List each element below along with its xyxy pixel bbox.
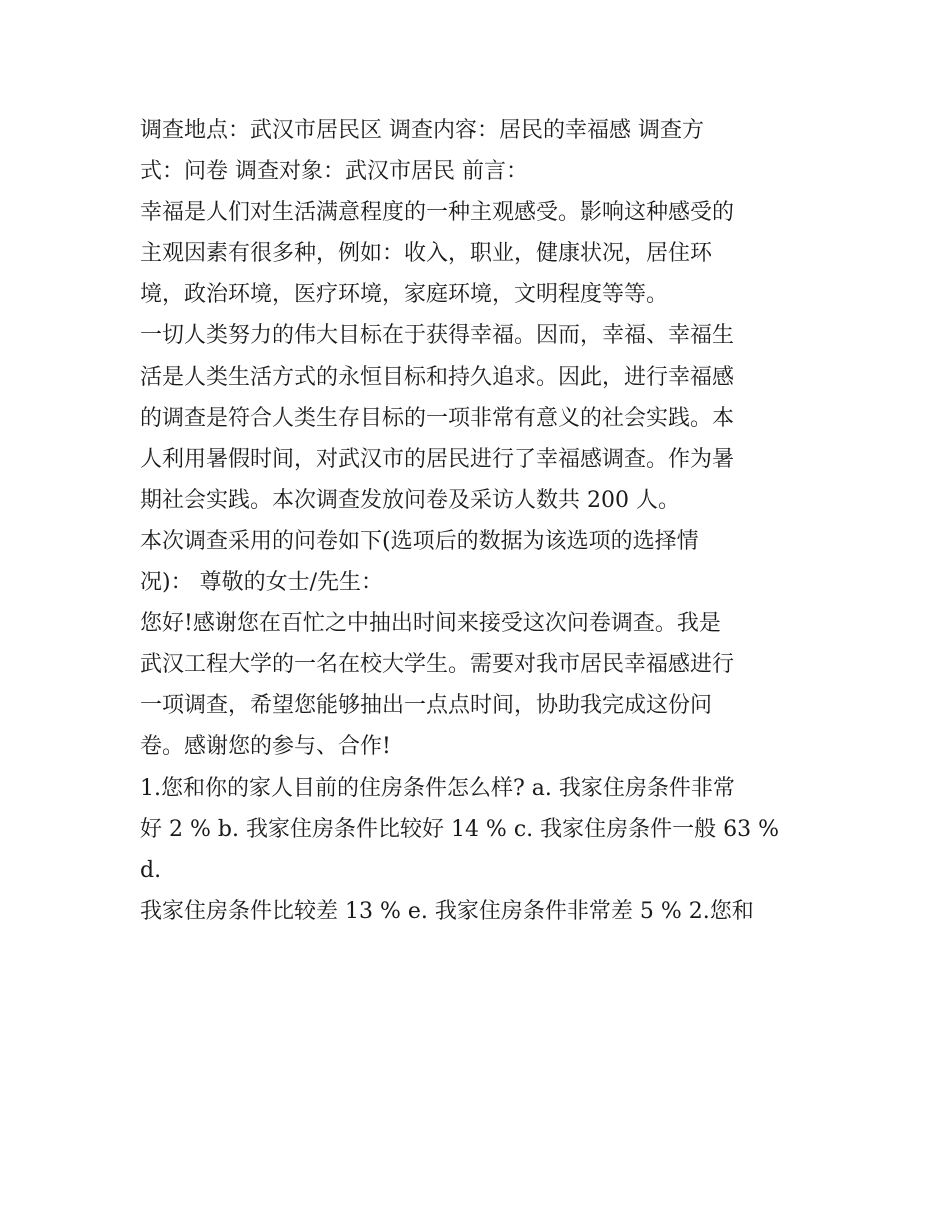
text-line: 好 2 % b. 我家住房条件比较好 14 % c. 我家住房条件一般 63 % [140,816,780,842]
text-line: 武汉工程大学的一名在校大学生。需要对我市居民幸福感进行 [140,652,735,678]
text-line: 调查地点：武汉市居民区 调查内容：居民的幸福感 调查方 [140,118,704,143]
text-line: d. [140,857,162,883]
text-line: 主观因素有很多种，例如：收入，职业，健康状况，居住环 [140,241,713,267]
text-line: 境，政治环境，医疗环境，家庭环境，文明程度等等。 [140,282,669,308]
text-line: 活是人类生活方式的永恒目标和持久追求。因此，进行幸福感 [140,364,735,390]
text-line: 一项调查，希望您能够抽出一点点时间，协助我完成这份问 [140,693,713,719]
text-line: 式：问卷 调查对象：武汉市居民 前言： [140,159,528,185]
text-line: 一切人类努力的伟大目标在于获得幸福。因而，幸福、幸福生 [140,323,735,349]
paragraph-greeting [140,603,820,767]
paragraph-question-1 [140,768,820,891]
text-line: 我家住房条件比较差 13 % e. 我家住房条件非常差 5 % 2.您和 [140,898,754,924]
text-line: 的调查是符合人类生存目标的一项非常有意义的社会实践。本 [140,405,735,431]
text-line: 幸福是人们对生活满意程度的一种主观感受。影响这种感受的 [140,200,735,226]
text-line: 人利用暑假时间，对武汉市的居民进行了幸福感调查。作为暑 [140,446,735,472]
text-line: 卷。感谢您的参与、合作! [140,734,391,760]
paragraph-question-1-continued [140,891,820,932]
paragraph-happiness-definition [140,192,820,315]
paragraph-survey-info [140,110,820,192]
paragraph-questionnaire-intro [140,521,820,603]
text-line: 1.您和你的家人目前的住房条件怎么样? a. 我家住房条件非常 [140,775,735,801]
text-line: 本次调查采用的问卷如下(选项后的数据为该选项的选择情 [140,528,699,554]
text-line: 况)： 尊敬的女士/先生： [140,570,383,596]
paragraph-survey-purpose [140,315,820,520]
text-line: 您好!感谢您在百忙之中抽出时间来接受这次问卷调查。我是 [140,611,721,637]
text-line: 期社会实践。本次调查发放问卷及采访人数共 200 人。 [140,487,680,513]
document-body [140,110,820,932]
